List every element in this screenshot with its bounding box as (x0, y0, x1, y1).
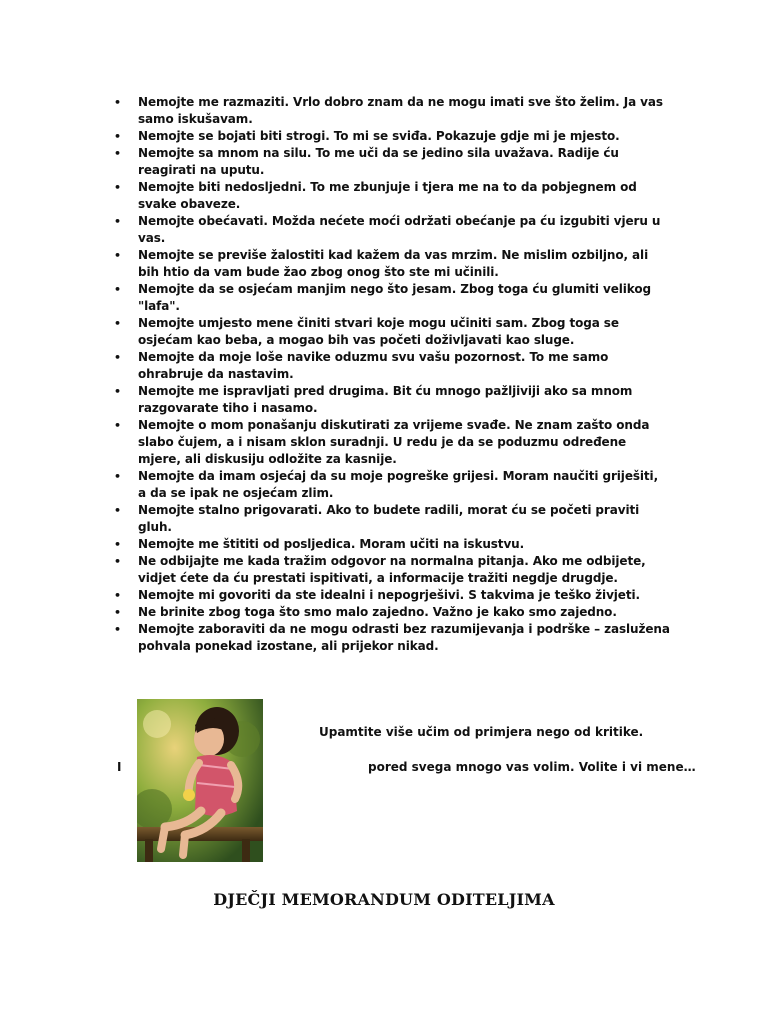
bullet-icon: • (114, 538, 121, 551)
list-item-text: Nemojte me štititi od posljedica. Moram učiti na iskustvu. (138, 537, 525, 551)
list-item-text: Nemojte sa mnom na silu. To me uči da se jedino sila uvažava. Radije ću reagirati na uputu. (138, 146, 619, 177)
bullet-icon: • (114, 385, 121, 398)
bullet-icon: • (114, 130, 121, 143)
closing-line-2: pored svega mnogo vas volim. Volite i vi mene… (368, 760, 696, 774)
bullet-icon: • (114, 181, 121, 194)
list-item (110, 468, 670, 502)
list-item (110, 213, 670, 247)
list-item-text: Nemojte stalno prigovarati. Ako to budete radili, morat ću se početi praviti gluh. (138, 503, 640, 534)
bullet-icon: • (114, 419, 121, 432)
list-item-text: Nemojte se previše žalostiti kad kažem da vas mrzim. Ne mislim ozbiljno, ali bih htio da vam bude žao zbog onog što ste mi učinili. (138, 248, 649, 279)
list-item (110, 536, 670, 553)
list-item-text: Nemojte o mom ponašanju diskutirati za vrijeme svađe. Ne znam zašto onda slabo čujem, a i nisam sklon suradnji. U redu je da se poduzmu određene mjere, ali diskusiju odložite za kasnije. (138, 418, 650, 466)
bullet-icon: • (114, 147, 121, 160)
list-item (110, 621, 670, 655)
list-item (110, 247, 670, 281)
bullet-icon: • (114, 283, 121, 296)
bullet-icon: • (114, 215, 121, 228)
list-item (110, 281, 670, 315)
list-item-text: Nemojte se bojati biti strogi. To mi se sviđa. Pokazuje gdje mi je mjesto. (138, 129, 620, 143)
list-item-text: Nemojte obećavati. Možda nećete moći održati obećanje pa ću izgubiti vjeru u vas. (138, 214, 661, 245)
list-item-text: Nemojte zaboraviti da ne mogu odrasti bez razumijevanja i podrške – zaslužena pohvala ponekad izostane, ali prijekor nikad. (138, 622, 670, 653)
list-item-text: Ne odbijajte me kada tražim odgovor na normalna pitanja. Ako me odbijete, vidjet ćete da ću prestati ispitivati, a informacije tražiti negdje drugdje. (138, 554, 646, 585)
list-item (110, 94, 670, 128)
child-photo (137, 699, 263, 862)
document-title: DJEČJI MEMORANDUM ODITELJIMA (213, 890, 555, 909)
bullet-icon: • (114, 317, 121, 330)
list-item-text: Nemojte me ispravljati pred drugima. Bit ću mnogo pažljiviji ako sa mnom razgovarate tiho i nasamo. (138, 384, 633, 415)
list-item (110, 315, 670, 349)
list-item (110, 383, 670, 417)
list-item-text: Nemojte umjesto mene činiti stvari koje mogu učiniti sam. Zbog toga se osjećam kao beba, a mogao bih vas početi doživljavati kao sluge. (138, 316, 619, 347)
list-item (110, 349, 670, 383)
list-item-text: Ne brinite zbog toga što smo malo zajedno. Važno je kako smo zajedno. (138, 605, 617, 619)
bullet-icon: • (114, 589, 121, 602)
list-item-text: Nemojte mi govoriti da ste idealni i nepogrješivi. S takvima je teško živjeti. (138, 588, 640, 602)
closing-line-2-prefix: I (117, 760, 122, 774)
list-item (110, 502, 670, 536)
bullet-icon: • (114, 504, 121, 517)
closing-line-1: Upamtite više učim od primjera nego od kritike. (319, 725, 644, 739)
list-item (110, 604, 670, 621)
list-item-text: Nemojte da imam osjećaj da su moje pogreške grijesi. Moram naučiti griješiti, a da se ipak ne osjećam zlim. (138, 469, 659, 500)
list-item (110, 587, 670, 604)
list-item-text: Nemojte biti nedosljedni. To me zbunjuje i tjera me na to da pobjegnem od svake obaveze. (138, 180, 637, 211)
list-item-text: Nemojte da moje loše navike oduzmu svu vašu pozornost. To me samo ohrabruje da nastavim. (138, 350, 609, 381)
bullet-icon: • (114, 470, 121, 483)
bullet-icon: • (114, 606, 121, 619)
list-item (110, 145, 670, 179)
bullet-icon: • (114, 351, 121, 364)
list-item-text: Nemojte da se osjećam manjim nego što jesam. Zbog toga ću glumiti velikog "lafa". (138, 282, 651, 313)
memorandum-list (110, 94, 670, 655)
list-item (110, 417, 670, 468)
list-item (110, 553, 670, 587)
bullet-icon: • (114, 555, 121, 568)
list-item (110, 179, 670, 213)
bullet-icon: • (114, 623, 121, 636)
list-item-text: Nemojte me razmaziti. Vrlo dobro znam da ne mogu imati sve što želim. Ja vas samo iskušavam. (138, 95, 663, 126)
bullet-icon: • (114, 96, 121, 109)
bullet-icon: • (114, 249, 121, 262)
list-item (110, 128, 670, 145)
